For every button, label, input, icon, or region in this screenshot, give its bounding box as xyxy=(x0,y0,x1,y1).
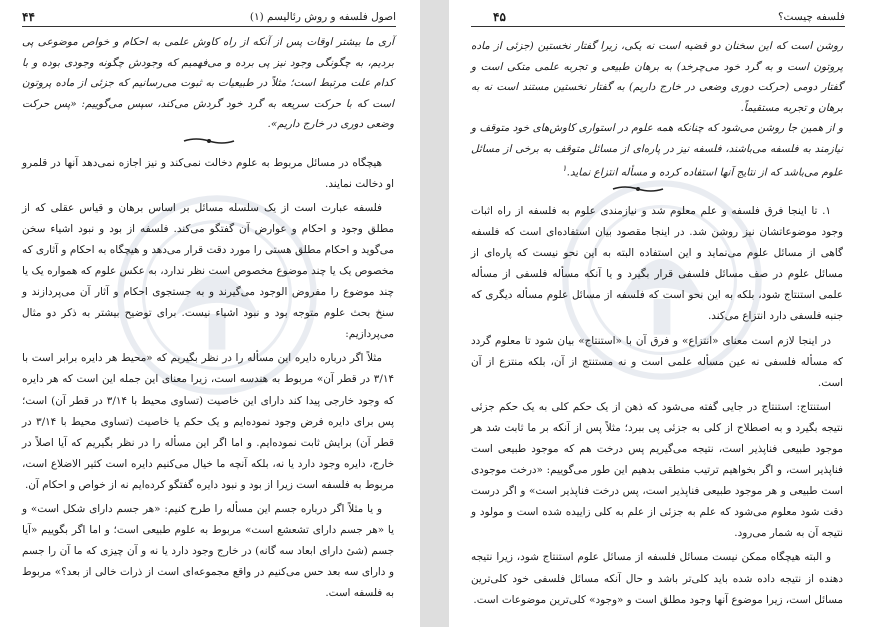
footnote-marker: ۱ xyxy=(562,164,567,174)
italic-passage: روشن است که این سخنان دو قضیه است نه یکی، زیرا گفتار نخستین (جزئی از ماده پروتون است و به گرد خود می‌چرخد) به برهان طبیعی و تجربه علمی متکی است و گفتار دومی (حرکت دوری وضعی در خارج داریم) به گفتار نخستین مستند است نه به برهان و تجربه مستقیماً. xyxy=(471,40,843,114)
right-page xyxy=(449,0,869,627)
footnote-paragraph: و البته هیچگاه ممکن نیست مسائل فلسفه از مسائل علوم استنتاج شود، زیرا نتیجه دهنده از نتیجه داده شده باید کلی‌تر باشد و حال آنکه مسائل فلسفی خود کلی‌ترین مسائل است، زیرا موضوع آنها وجود مطلق است و «وجود» کلی‌ترین موضوعات است. xyxy=(471,551,843,606)
page-header xyxy=(471,10,845,27)
italic-passage xyxy=(471,118,843,183)
paragraph: هیچگاه در مسائل مربوط به علوم دخالت نمی‌کند و نیز اجازه نمی‌دهد آنها در قلمرو او دخالت نمایند. xyxy=(22,156,394,190)
running-title: فلسفه چیست؟ xyxy=(777,11,845,23)
divider-ornament-icon xyxy=(611,185,665,193)
paragraph: مثلاً اگر درباره دایره این مسأله را در نظر بگیریم که «محیط هر دایره برابر است با ۳/۱۴ در قطر آن» مربوط به هندسه است، زیرا معنای این جمله این است که هر دایره که وجود خارجی پیدا کند دارای این خاصیت (تساوی محیط با ۳/۱۴ در قطر آن) است؛ پس برای دایره فرض وجود نموده‌ایم و یک حکم یا خاصیت (تساوی محیط با ۳/۱۴ در قطر آن) برایش ثابت نموده‌ایم. و اما اگر این مسأله را در نظر بگیریم که آیا اصلاً در خارج، دایره وجود دارد یا نه، بلکه آنچه ما خیال می‌کنیم دایره است کثیر الاضلاع است، مربوط به فلسفه است زیرا از بود و نبود دایره گفتگو کرده‌ایم نه از خواص و احکام آن. xyxy=(22,352,394,491)
page-header xyxy=(22,10,396,27)
page-body xyxy=(471,36,843,614)
italic-passage-text: و از همین جا روشن می‌شود که چنانکه همه علوم در استواری کاوش‌های خود متوقف و نیازمند به فلسفه می‌باشند، فلسفه نیز در پاره‌ای از مسائل متوقف به برخی از مسائل علوم می‌باشد که از نتایج آنها استفاده کرده و مسأله انتزاع نماید. xyxy=(471,122,843,179)
running-title: اصول فلسفه و روش رئالیسم (۱) xyxy=(249,11,396,23)
footnote-paragraph: ۱. تا اینجا فرق فلسفه و علم معلوم شد و نیازمندی علوم به فلسفه از راه اثبات وجود موضوعاتشان نیز روشن شد. در اینجا مقصود بیان استفاده‌ای است که فلسفه گاهی از مسائل علوم می‌نماید و این استفاده البته به این نحو نیست که پاره‌ای از مسائل علوم در صف مسائل فلسفی قرار بگیرد و یا آنکه مسأله فلسفی از مسأله علمی استنتاج شود، بلکه به این نحو است که فلسفه از مسائل علوم مسأله دیگری که جنبه فلسفی دارد انتزاع می‌کند. xyxy=(471,204,843,323)
page-number: ۴۴ xyxy=(22,10,35,24)
page-body xyxy=(22,32,394,607)
footnote-paragraph: استنتاج: استنتاج در جایی گفته می‌شود که ذهن از یک حکم کلی به یک حکم جزئی نتیجه بگیرد و به اصطلاح از کلی به جزئی پی ببرد؛ مثلاً پس از آنکه بر ما ثابت شد هر موجود طبیعی فناپذیر است، نتیجه می‌گیریم پس درخت هم که موجود طبیعی است فناپذیر است، و اگر بخواهیم ترتیب منطقی بدهیم این طور می‌گوییم: «درخت موجودی است طبیعی و هر موجود طبیعی فناپذیر است، پس درخت فناپذیر است» و اگر درست دقت شود معلوم می‌شود که علم به جزئی از علم به کلی زاییده شده است و مولود و نتیجه آن به شمار می‌رود. xyxy=(471,400,843,540)
paragraph: و یا مثلاً اگر درباره جسم این مسأله را طرح کنیم: «هر جسم دارای شکل است» و یا «هر جسم دارای تشعشع است» مربوط به علوم طبیعی است؛ و اما اگر بگوییم «آیا جسم (شئ دارای ابعاد سه گانه) در خارج وجود دارد یا نه و آن چیزی که ما آن را جسم و دارای سه بعد حس می‌کنیم در واقع مجموعه‌ای است از ذرات خالی از بعد؟» مربوط به فلسفه است. xyxy=(22,503,394,600)
page-number: ۴۵ xyxy=(493,10,506,24)
section-divider xyxy=(471,185,843,195)
book-gutter xyxy=(420,0,449,627)
left-page xyxy=(0,0,420,627)
paragraph: فلسفه عبارت است از یک سلسله مسائل بر اساس برهان و قیاس عقلی که از مطلق وجود و احکام و عوارض آن گفتگو می‌کند. فلسفه از بود و نبود اشیاء سخن می‌گوید و احکام مطلق هستی را مورد دقت قرار می‌دهد و هیچگاه به احکام و آثاری که مخصوص یک یا چند موضوع مخصوص است نظر ندارد، به عکس علوم که همواره یک یا چند موضوع را مفروض الوجود می‌گیرند و به جستجوی احکام و آثار آن می‌پردازند و سنخ بحث علوم متوجه بود و نبود اشیاء نیست. برای توضیح بیشتر به ذکر دو مثال می‌پردازیم: xyxy=(22,201,394,341)
divider-ornament-icon xyxy=(182,137,236,145)
section-divider xyxy=(22,137,394,147)
italic-passage: آری ما بیشتر اوقات پس از آنکه از راه کاوش علمی به احکام و خواص موضوعی پی بردیم، به چگونگی وجود نیز پی برده و می‌فهمیم که وجودش چگونه وجودی بوده و با کدام علت مرتبط است؛ مثلاً در طبیعیات به ثبوت می‌رسانیم که جزئی از ماده پروتون است که با حرکت سریعه به گرد خود گردش می‌کند، سپس می‌گوییم: «پس حرکت وضعی دوری در خارج داریم». xyxy=(22,36,394,130)
footnote-paragraph: در اینجا لازم است معنای «انتزاع» و فرق آن با «استنتاج» بیان شود تا معلوم گردد که مسأله فلسفی نه عین مسأله علمی است و نه مستنتج از آن، بلکه منتزع از آن است. xyxy=(471,334,843,389)
